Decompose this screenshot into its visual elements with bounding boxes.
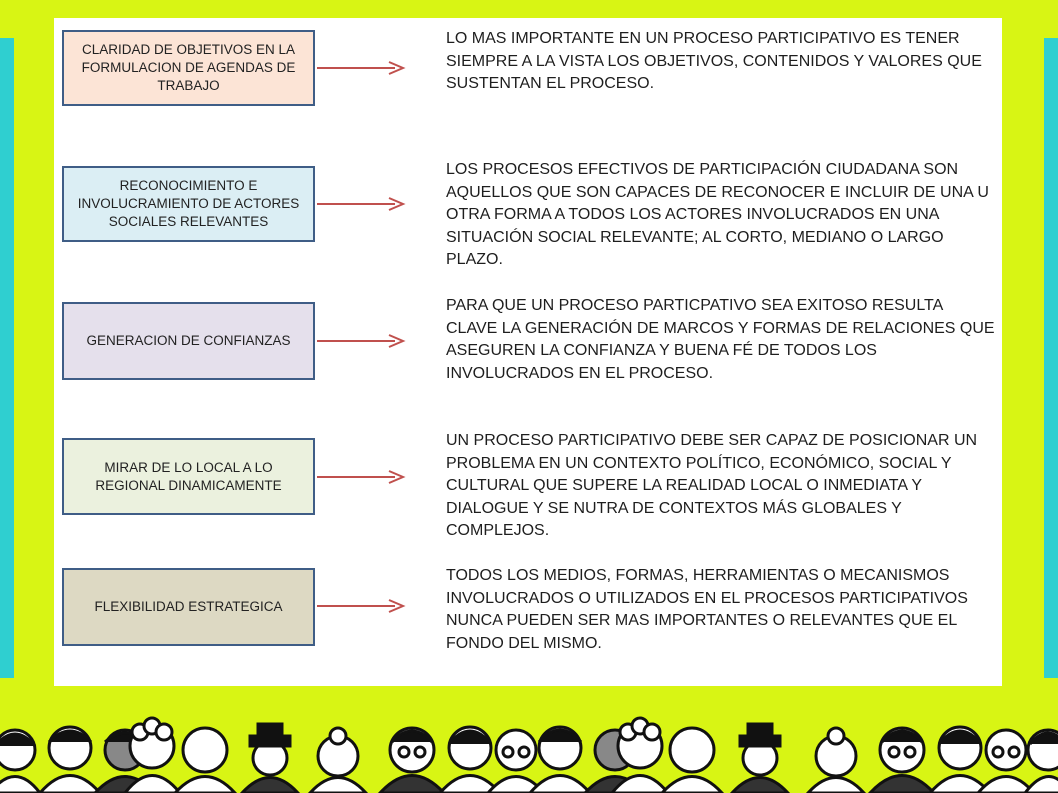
concept-box-5 xyxy=(62,568,315,646)
people-crowd-illustration xyxy=(0,712,1058,793)
concept-label-1: CLARIDAD DE OBJETIVOS EN LA FORMULACION DE AGENDAS DE TRABAJO xyxy=(81,42,296,93)
concept-box-2 xyxy=(62,166,315,242)
description-5: TODOS LOS MEDIOS, FORMAS, HERRAMIENTAS O MECANISMOS INVOLUCRADOS O UTILIZADOS EN EL PROCESOS PARTICIPATIVOS NUNCA PUEDEN SER MAS IMPORTANTES O RELEVANTES QUE EL FONDO DEL MISMO. xyxy=(446,567,968,652)
concept-label-5: FLEXIBILIDAD ESTRATEGICA xyxy=(94,599,283,614)
concept-box-4 xyxy=(62,438,315,515)
person-icon xyxy=(310,728,366,793)
arrow-right-icon xyxy=(317,196,407,212)
content-panel xyxy=(54,18,1002,686)
description-1: LO MAS IMPORTANTE EN UN PROCESO PARTICIPATIVO ES TENER SIEMPRE A LA VISTA LOS OBJETIVOS, CONTENIDOS Y VALORES QUE SUSTENTAN EL PROCESO. xyxy=(446,30,982,92)
arrow-right-icon xyxy=(317,598,407,614)
description-4: UN PROCESO PARTICIPATIVO DEBE SER CAPAZ DE POSICIONAR UN PROBLEMA EN UN CONTEXTO POLÍTICO, ECONÓMICO, SOCIAL Y CULTURAL QUE SUPERE LA REALIDAD LOCAL O INMEDIATA Y DIALOGUE Y SE NUTRA DE CONTEXTOS MÁS GLOBALES Y COMPLEJOS. xyxy=(446,432,978,539)
right-accent-bar xyxy=(1044,38,1058,678)
description-3: PARA QUE UN PROCESO PARTICPATIVO SEA EXITOSO RESULTA CLAVE LA GENERACIÓN DE MARCOS Y FORMAS DE RELACIONES QUE ASEGUREN LA CONFIANZA Y BUENA FÉ DE TODOS LOS INVOLUCRADOS EN EL PROCESO. xyxy=(446,297,995,382)
person-icon xyxy=(930,727,990,793)
person-icon xyxy=(242,724,298,793)
person-icon xyxy=(1025,730,1058,793)
person-icon xyxy=(732,724,788,793)
concept-label-2: RECONOCIMIENTO E INVOLUCRAMIENTO DE ACTORES SOCIALES RELEVANTES xyxy=(77,178,300,229)
person-icon xyxy=(488,730,544,793)
person-icon xyxy=(530,727,590,793)
left-accent-bar xyxy=(0,38,14,678)
person-icon xyxy=(870,728,934,793)
description-2: LOS PROCESOS EFECTIVOS DE PARTICIPACIÓN CIUDADANA SON AQUELLOS QUE SON CAPACES DE RECONOCER E INCLUIR DE UNA U OTRA FORMA A TODOS LOS ACTORES INVOLUCRADOS EN UNA SITUACIÓN SOCIAL RELEVANTE; AL CORTO, MEDIANO O LARGO PLAZO. xyxy=(446,161,989,268)
arrow-right-icon xyxy=(317,60,407,76)
concept-label-4: MIRAR DE LO LOCAL A LO REGIONAL DINAMICAMENTE xyxy=(95,459,282,493)
person-icon xyxy=(380,728,444,793)
person-icon xyxy=(175,728,235,793)
arrow-right-icon xyxy=(317,333,407,349)
concept-label-3: GENERACION DE CONFIANZAS xyxy=(86,333,291,348)
person-icon xyxy=(440,727,500,793)
concept-box-1 xyxy=(62,30,315,106)
person-icon xyxy=(978,730,1034,793)
person-icon xyxy=(808,728,864,793)
concept-box-3 xyxy=(62,302,315,380)
person-icon xyxy=(40,727,100,793)
arrow-right-icon xyxy=(317,469,407,485)
person-icon xyxy=(662,728,722,793)
person-icon xyxy=(0,730,40,793)
